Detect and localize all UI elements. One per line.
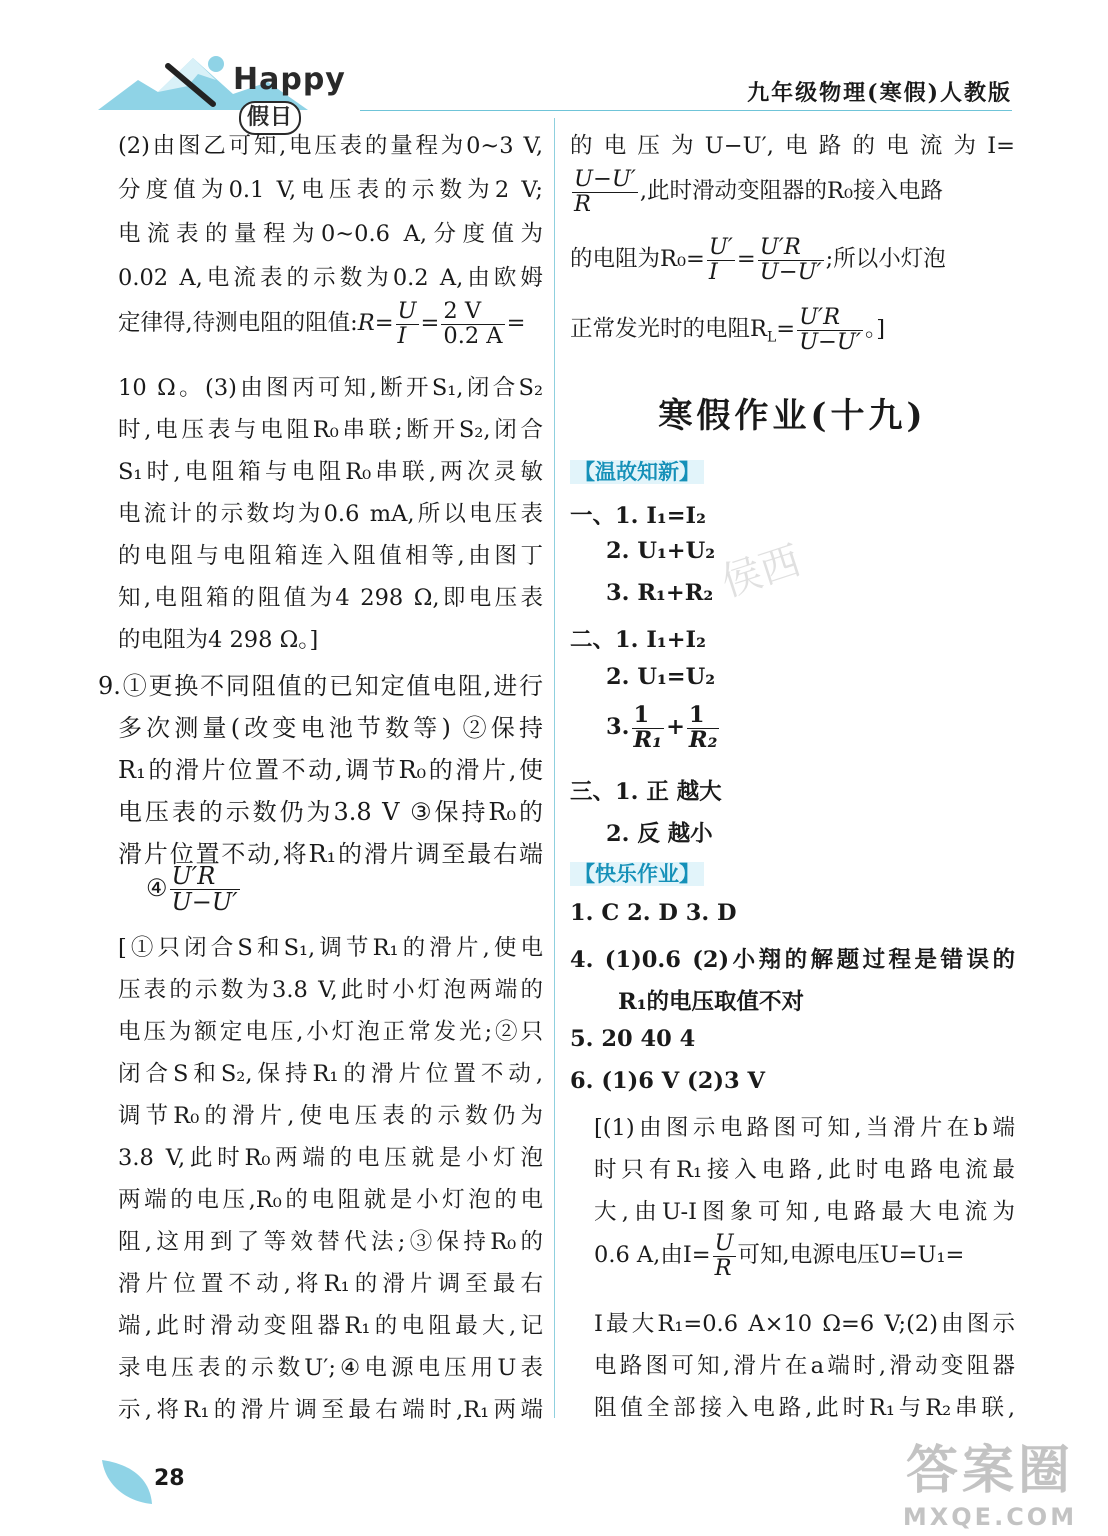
text-line: 示,将R₁的滑片调至最右端时,R₁两端 [118,1397,543,1423]
text-fragment: 的电阻为R₀= [570,246,705,273]
answer-line: 二、1. I₁+I₂ [570,627,706,653]
answer-line: R₁的电压取值不对 [618,989,805,1015]
text-line: 录电压表的示数U′;④电源电压用U表 [118,1355,543,1381]
text-line: 压表的示数为3.8 V,此时小灯泡两端的 [118,977,543,1003]
text-fragment: ;所以小灯泡 [825,246,946,273]
answer-line: 2. U₁+U₂ [606,538,716,564]
text-line: 的电压为U−U′,电路的电流为I= [570,133,1015,159]
answer-line: 2. 反 越小 [606,821,713,847]
text-line: 滑片位置不动,将R₁的滑片调至最右 [118,1271,543,1297]
question-9-line: 多次测量(改变电池节数等) ②保持 [118,714,543,742]
item-number: 3. [606,714,630,741]
answer-line: 1. C 2. D 3. D [570,900,737,926]
leaf-icon [100,1458,160,1508]
tag-label: 【快乐作业】 [570,862,704,886]
subscript: L [766,329,777,346]
fraction-U-R [713,1232,736,1280]
fraction-1-R2 [687,704,720,752]
text-line: (2)由图乙可知,电压表的量程为0~3 V, [118,133,543,159]
formula-line [570,168,1015,216]
text-line: 的电阻为4 298 Ω。] [118,627,319,653]
question-9-line: 滑片位置不动,将R₁的滑片调至最右端 [118,840,543,868]
numerator: U′R [758,236,824,261]
numerator: U′ [708,234,733,260]
answer-line: 3. $\frac{1}{\text{R₁}}$ + $\frac{1}{\text{R₂}}$ [606,702,718,753]
fraction-UR [758,236,824,284]
watermark [890,1428,1090,1531]
fraction-U-I [707,236,735,284]
answer-fraction-line [146,864,543,915]
text-line: 3.8 V,此时R₀两端的电压就是小灯泡 [118,1145,543,1171]
formula-line: 正常发光时的电阻$R_L=$ $\frac{U'R}{U-U'}$ 。] [570,304,885,355]
text-fragment: 0.6 A,由I= [594,1242,711,1269]
answer-line: 5. 20 40 4 [570,1026,696,1052]
text-fragment: 可知,电源电压U=U₁= [737,1242,965,1269]
text-line: I最大R₁=0.6 A×10 Ω=6 V;(2)由图示 [594,1311,1015,1337]
denominator: R₁ [633,726,663,753]
answer-line: 3. R₁+R₂ [606,580,714,606]
text-fragment: ,此时滑动变阻器的R₀接入电路 [639,178,944,205]
logo-text: Happy [233,62,346,97]
text-fragment: 定律得,待测电阻的阻值: [118,310,358,337]
text-line: 知,电阻箱的阻值为4 298 Ω,即电压表 [118,585,543,611]
faint-stamp: 侯西 [715,537,807,607]
formula-line [594,1232,1015,1280]
watermark-url: MXQE.COM [902,1503,1078,1531]
fraction-current [572,168,638,216]
denominator: U−U′ [171,888,238,917]
answer-line: 6. (1)6 V (2)3 V [570,1068,765,1094]
numerator: U [714,1230,734,1256]
text-line: 的电阻与电阻箱连入阻值相等,由图丁 [118,543,543,569]
text-line: 端,此时滑动变阻器R₁的电阻最大,记 [118,1313,543,1339]
answer-line: 三、1. 正 越大 [570,779,722,805]
header-title: 九年级物理(寒假)人教版 [747,80,1012,106]
header-rule [360,110,1012,111]
fraction-1-R1 [632,704,665,752]
tag-label: 【温故知新】 [570,460,704,484]
denominator: I [708,258,718,285]
fraction-UR [170,864,240,915]
var-R: R [357,310,375,337]
text-line: 0.02 A,电流表的示数为0.2 A,由欧姆 [118,265,543,291]
text-line: 时只有R₁接入电路,此时电路电流最 [594,1157,1015,1183]
text-line: [(1)由图示电路图可知,当滑片在b端 [594,1115,1015,1141]
fraction-values [441,300,504,348]
numerator: 1 [632,704,665,729]
page-number-area [100,1458,220,1508]
fraction-UR [797,306,863,354]
text-line: 10 Ω。(3)由图丙可知,断开S₁,闭合S₂ [118,375,543,401]
denominator: R [574,190,591,217]
text-line: 两端的电压,R₀的电阻就是小灯泡的电 [118,1187,543,1213]
formula-line: 的电阻为R₀= $\frac{U'}{I}$ = $\frac{U'R}{U-U'}$ ;所以小灯泡 [570,234,946,285]
answer-line: 2. U₁=U₂ [606,664,716,690]
text-line: 电路图可知,滑片在a端时,滑动变阻器 [594,1353,1015,1379]
circle-number: ④ [146,874,168,903]
text-line: 分度值为0.1 V,电压表的示数为2 V; [118,177,543,203]
denominator: I [397,322,407,349]
text-line: 闭合S和S₂,保持R₁的滑片位置不动, [118,1061,543,1087]
numerator: U′R [797,306,863,331]
text-line: 时,电压表与电阻R₀串联;断开S₂,闭合 [118,417,543,443]
numerator: 1 [687,704,720,729]
denominator: R₂ [688,726,718,753]
column-divider [554,118,555,1418]
answer-line: 一、1. I₁=I₂ [570,503,706,529]
numerator: U′R [170,864,240,890]
question-9-line: R₁的滑片位置不动,调节R₀的滑片,使 [118,756,543,784]
page-number: 28 [154,1466,185,1491]
numerator: 2 V [441,300,504,325]
text-line: 电流表的量程为0~0.6 A,分度值为 [118,221,543,247]
numerator: U−U′ [574,166,636,192]
logo-badge: 假日 [239,101,301,135]
text-line: [①只闭合S和S₁,调节R₁的滑片,使电 [118,935,543,961]
section-tag [570,858,704,888]
watermark-text: 答案圈 [905,1441,1074,1501]
text-line: 调节R₀的滑片,使电压表的示数仍为 [118,1103,543,1129]
denominator: U−U′ [759,258,822,285]
numerator: U [397,298,417,324]
header-logo-area [98,52,398,130]
text-fragment: 正常发光时的电阻R [570,316,767,343]
question-9-line: 电压表的示数仍为3.8 V ③保持R₀的 [118,798,543,826]
text-line: S₁时,电阻箱与电阻R₀串联,两次灵敏 [118,459,543,485]
formula-line: 定律得,待测电阻的阻值:R= $\frac{U}{I}$ = $\frac{2 V}{0.2 A}$ = [118,298,526,349]
happy-logo [233,62,398,135]
question-9-line: 9.①更换不同阻值的已知定值电阻,进行 [98,672,543,700]
fraction-U-I [396,300,419,348]
text-fragment: 。] [864,316,885,343]
text-line: 阻值全部接入电路,此时R₁与R₂串联, [594,1395,1015,1421]
denominator: R [714,1254,732,1281]
text-line: 电压为额定电压,小灯泡正常发光;②只 [118,1019,543,1045]
answer-line: 4. (1)0.6 (2)小翔的解题过程是错误的 [570,947,1015,973]
section-tag [570,456,704,486]
denominator: 0.2 A [443,322,503,349]
text-line: 阻,这用到了等效替代法;③保持R₀的 [118,1229,543,1255]
text-line: 电流计的示数均为0.6 mA,所以电压表 [118,501,543,527]
text-line: 大,由U-I图象可知,电路最大电流为 [594,1199,1015,1225]
denominator: U−U′ [799,328,861,355]
section-title: 寒假作业(十九) [658,396,927,436]
